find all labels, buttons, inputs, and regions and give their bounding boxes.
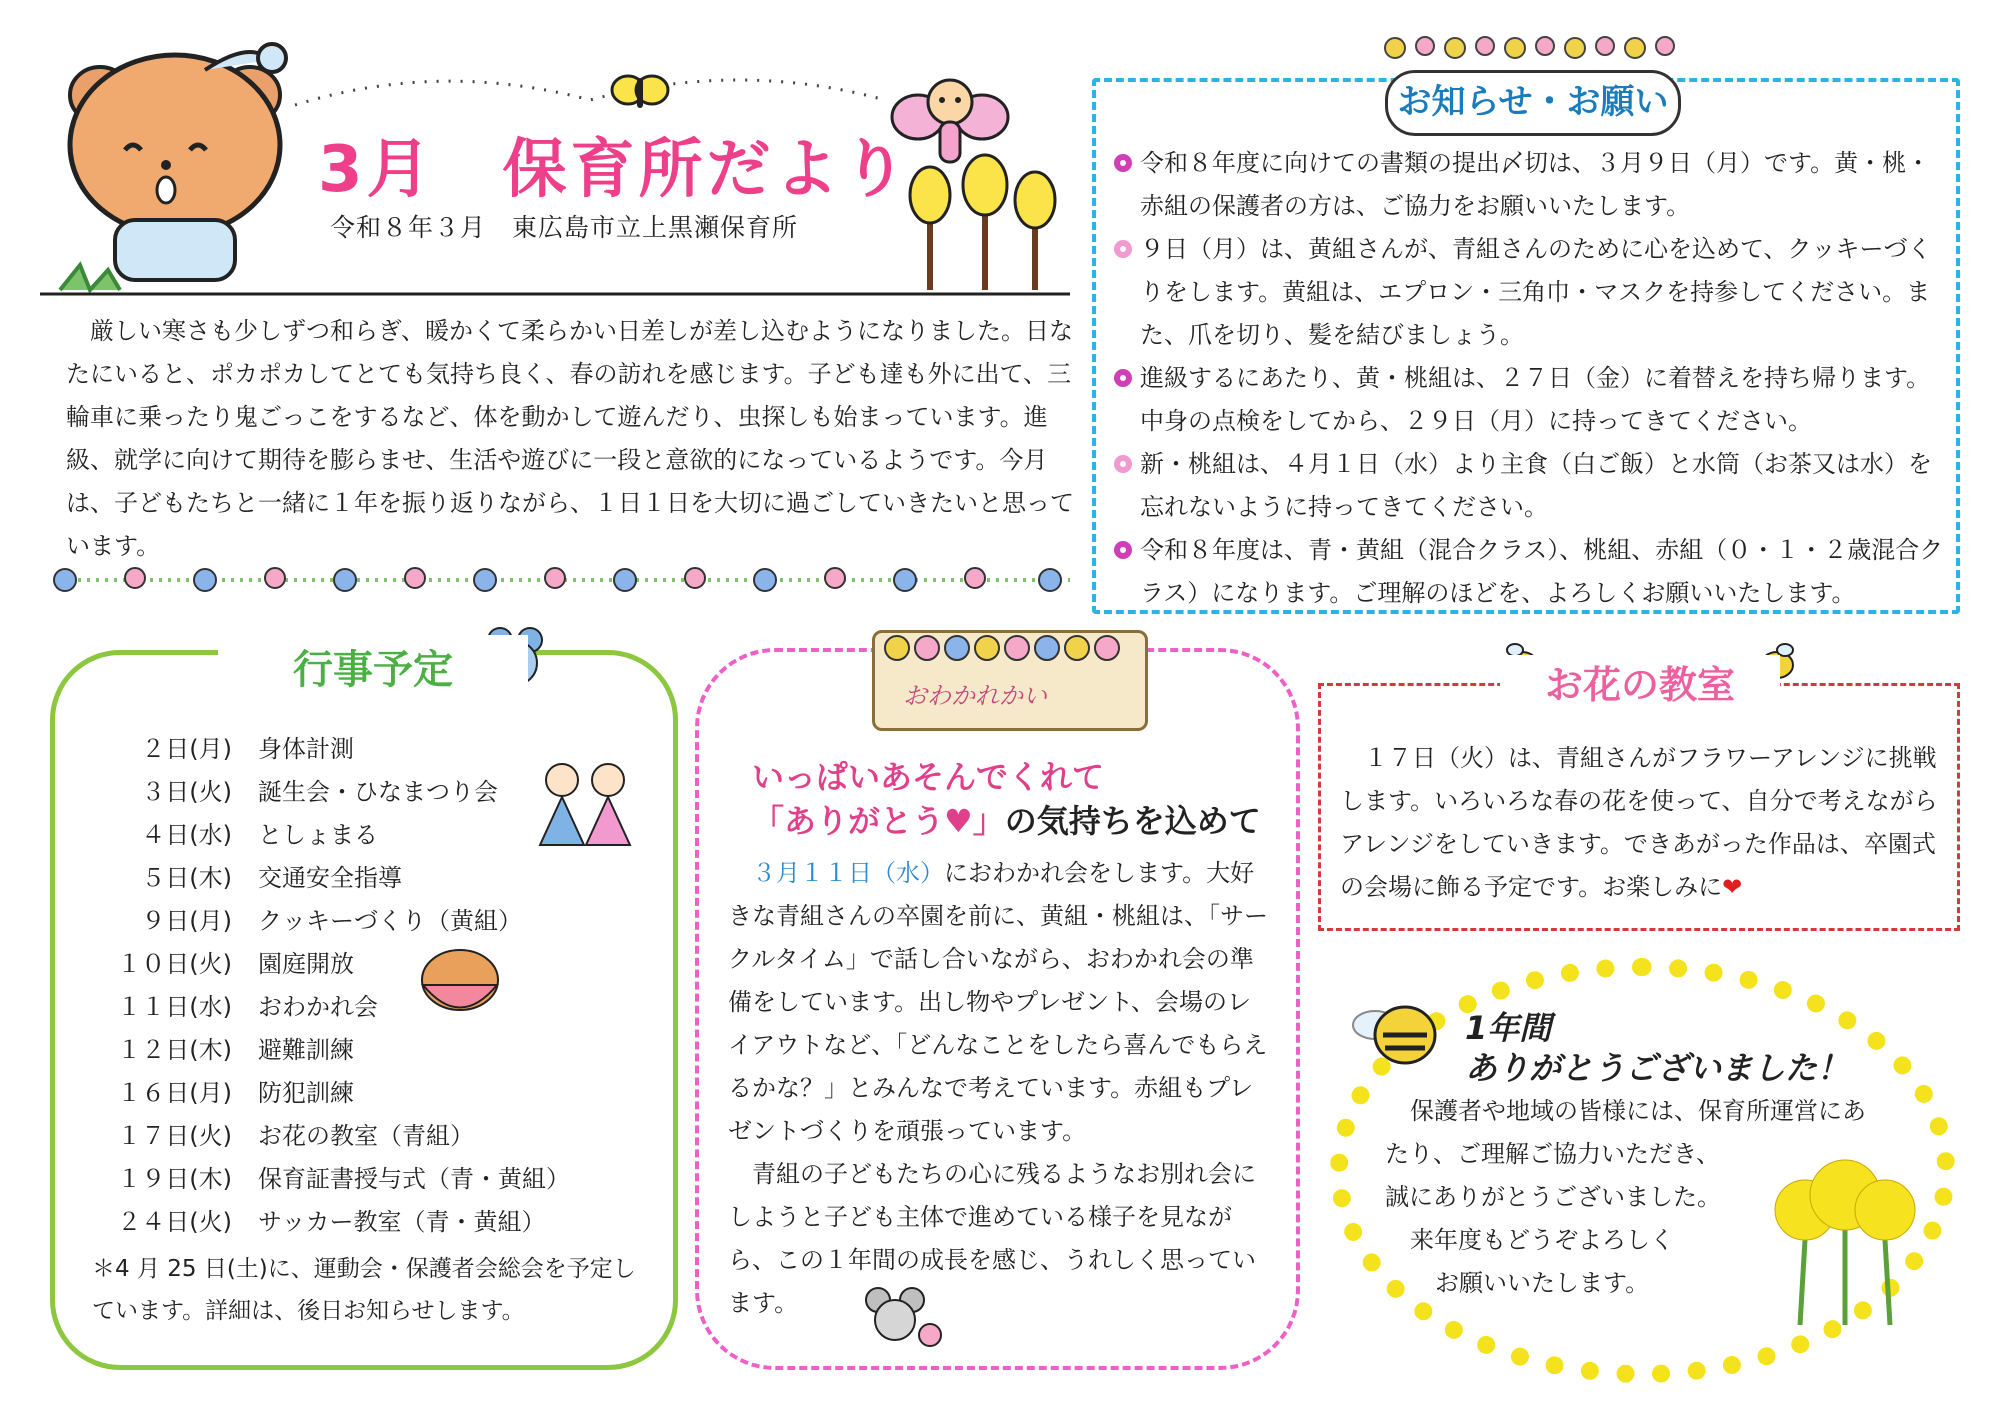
event-date: ４日(水) [141,821,232,849]
event-date: １６日(月) [117,1079,232,1107]
intro-paragraph [66,310,1076,568]
farewell-paragraph-1 [728,852,1273,1153]
flower-chain-divider [50,560,1080,600]
thanks-line: 保護者や地域の皆様には、保育所運営にあ [1410,1097,1866,1125]
flower-bullet-icon [1112,539,1134,561]
farewell-heading-rest: の気持ちを込めて [1004,802,1261,840]
flower-class-paragraph: １７日（火）は、青組さんがフラワーアレンジに挑戦します。いろいろな春の花を使って、自分で考えながらアレンジをしていきます。できあがった作品は、卒園式の会場に飾る予定です。お楽しみに [1340,744,1938,901]
thanks-heading-1: 1年間 [1465,1009,1552,1047]
event-name: 防犯訓練 [258,1079,354,1107]
event-name: 誕生会・ひなまつり会 [258,778,498,806]
farewell-banner-text: おわかれかい [903,682,1047,710]
event-row [92,1115,652,1158]
farewell-paragraph-1-text: におわかれ会をします。大好きな青組さんの卒園を前に、黄組・桃組は、「サークルタイム」で話し合いながら、おわかれ会の準備をしています。出し物やプレゼント、会場のレイアウトなど、「どんなことをしたら喜んでもらえるかな？」とみんなで考えています。赤組もプレゼントづくりを頑張っています。 [728,859,1268,1145]
event-row [92,857,652,900]
notice-text: 令和８年度に向けての書類の提出〆切は、３月９日（月）です。黄・桃・赤組の保護者の方は、ご協力をお願いいたします。 [1140,149,1931,220]
thanks-line: お願いいたします。 [1435,1269,1650,1297]
event-name: 保育証書授与式（青・黄組） [258,1165,570,1193]
event-name: 身体計測 [258,735,354,763]
events-title: 行事予定 [218,635,528,705]
thanks-line: 来年度もどうぞよろしく [1410,1226,1674,1254]
event-name: サッカー教室（青・黄組） [258,1208,546,1236]
farewell-paragraph-2: 青組の子どもたちの心に残るようなお別れ会にしようと子ども主体で進めている様子を見ながら、この１年間の成長を感じ、うれしく思っています。 [728,1160,1256,1317]
event-row [92,1029,652,1072]
thanks-line: たり、ご理解ご協力いただき、 [1385,1140,1721,1168]
event-name: 園庭開放 [258,950,354,978]
notice-text: 令和８年度は、青・黄組（混合クラス）、桃組、赤組（０・１・２歳混合クラス）になります。ご理解のほどを、よろしくお願いいたします。 [1140,536,1944,607]
rapeseed-flowers-illustration [1745,1150,1935,1330]
notice-text: 進級するにあたり、黄・桃組は、２７日（金）に着替えを持ち帰ります。中身の点検をしてから、２９日（月）に持ってきてください。 [1140,364,1931,435]
flower-garland-decoration [1375,28,1685,68]
flower-class-text [1340,737,1940,909]
flower-class-body [1340,737,1940,909]
event-row [92,900,652,943]
event-name: 交通安全指導 [258,864,402,892]
heart-icon: ❤ [1722,873,1743,901]
newsletter-subtitle: 令和８年３月 東広島市立上黒瀬保育所 [330,213,799,242]
bee-character-icon [1345,990,1455,1070]
event-date: １９日(木) [117,1165,232,1193]
event-date: １０日(火) [117,950,232,978]
yellow-flowers-illustration [890,150,1070,300]
notice-text: 新・桃組は、４月１日（水）より主食（白ご飯）と水筒（お茶又は水）を忘れないように持ってきてください。 [1140,450,1932,521]
farewell-heading-quote: 「ありがとう♥」 [752,802,1005,840]
flower-bullet-icon [1112,367,1134,389]
farewell-heading-1: いっぱいあそんでくれて [752,758,1105,796]
notice-item [1112,443,1952,529]
thanks-line: 誠にありがとうございました。 [1385,1183,1721,1211]
event-date: １１日(水) [117,993,232,1021]
thanks-heading-2: ありがとうございました！ [1465,1049,1850,1087]
farewell-heading-2 [752,796,1261,842]
flower-bullet-icon [1112,152,1134,174]
event-row [92,1158,652,1201]
yellow-butterfly-icon [610,70,670,115]
grass-line-decoration [40,280,1070,300]
cookie-basket-illustration [415,940,505,1025]
events-note: ＊4 月 25 日(土)に、運動会・保護者会総会を予定しています。詳細は、後日お知らせします。 [92,1256,636,1324]
flower-bouquet-decoration [882,626,1132,671]
notice-title: お知らせ・お願い [1385,70,1681,136]
event-row [92,1201,652,1244]
event-date: ５日(木) [141,864,232,892]
event-date: ３日(火) [141,778,232,806]
notice-item [1112,142,1952,228]
farewell-date: ３月１１日（水） [752,859,944,887]
event-date: ９日(月) [141,907,232,935]
flower-bullet-icon [1112,453,1134,475]
event-name: クッキーづくり（黄組） [258,907,522,935]
event-date: １７日(火) [117,1122,232,1150]
event-name: 避難訓練 [258,1036,354,1064]
dotted-arc-decoration [290,60,890,120]
mouse-with-bouquet-illustration [860,1285,945,1360]
event-row [92,986,652,1029]
event-date: ２日(月) [141,735,232,763]
event-row [92,943,652,986]
notice-item [1112,529,1952,615]
notice-text: ９日（月）は、黄組さんが、青組さんのために心を込めて、クッキーづくりをします。黄組は、エプロン・三角巾・マスクを持参してください。また、爪を切り、髪を結びましょう。 [1140,235,1932,349]
farewell-body [728,852,1273,1325]
flower-bullet-icon [1112,238,1134,260]
event-name: おわかれ会 [258,993,378,1021]
event-row [92,1072,652,1115]
event-date: ２４日(火) [117,1208,232,1236]
notice-item [1112,357,1952,443]
newsletter-title: 3月 保育所だより [318,133,911,207]
flower-class-title: お花の教室 [1500,655,1780,715]
notice-list [1112,142,1952,615]
notice-item [1112,228,1952,357]
event-name: お花の教室（青組） [258,1122,474,1150]
intro-text: 厳しい寒さも少しずつ和らぎ、暖かくて柔らかい日差しが差し込むようになりました。日なたにいると、ポカポカしてとても気持ち良く、春の訪れを感じます。子ども達も外に出て、三輪車に乗ったり鬼ごっこをするなど、体を動かして遊んだり、虫探しも始まっています。進級、就学に向けて期待を膨らませ、生活や遊びに一段と意欲的になっているようです。今月は、子どもたちと一緒に１年を振り返りながら、１日１日を大切に過ごしていきたいと思っています。 [66,317,1074,560]
event-name: としょまる [258,821,378,849]
hina-dolls-illustration [520,745,650,855]
event-date: １２日(木) [117,1036,232,1064]
